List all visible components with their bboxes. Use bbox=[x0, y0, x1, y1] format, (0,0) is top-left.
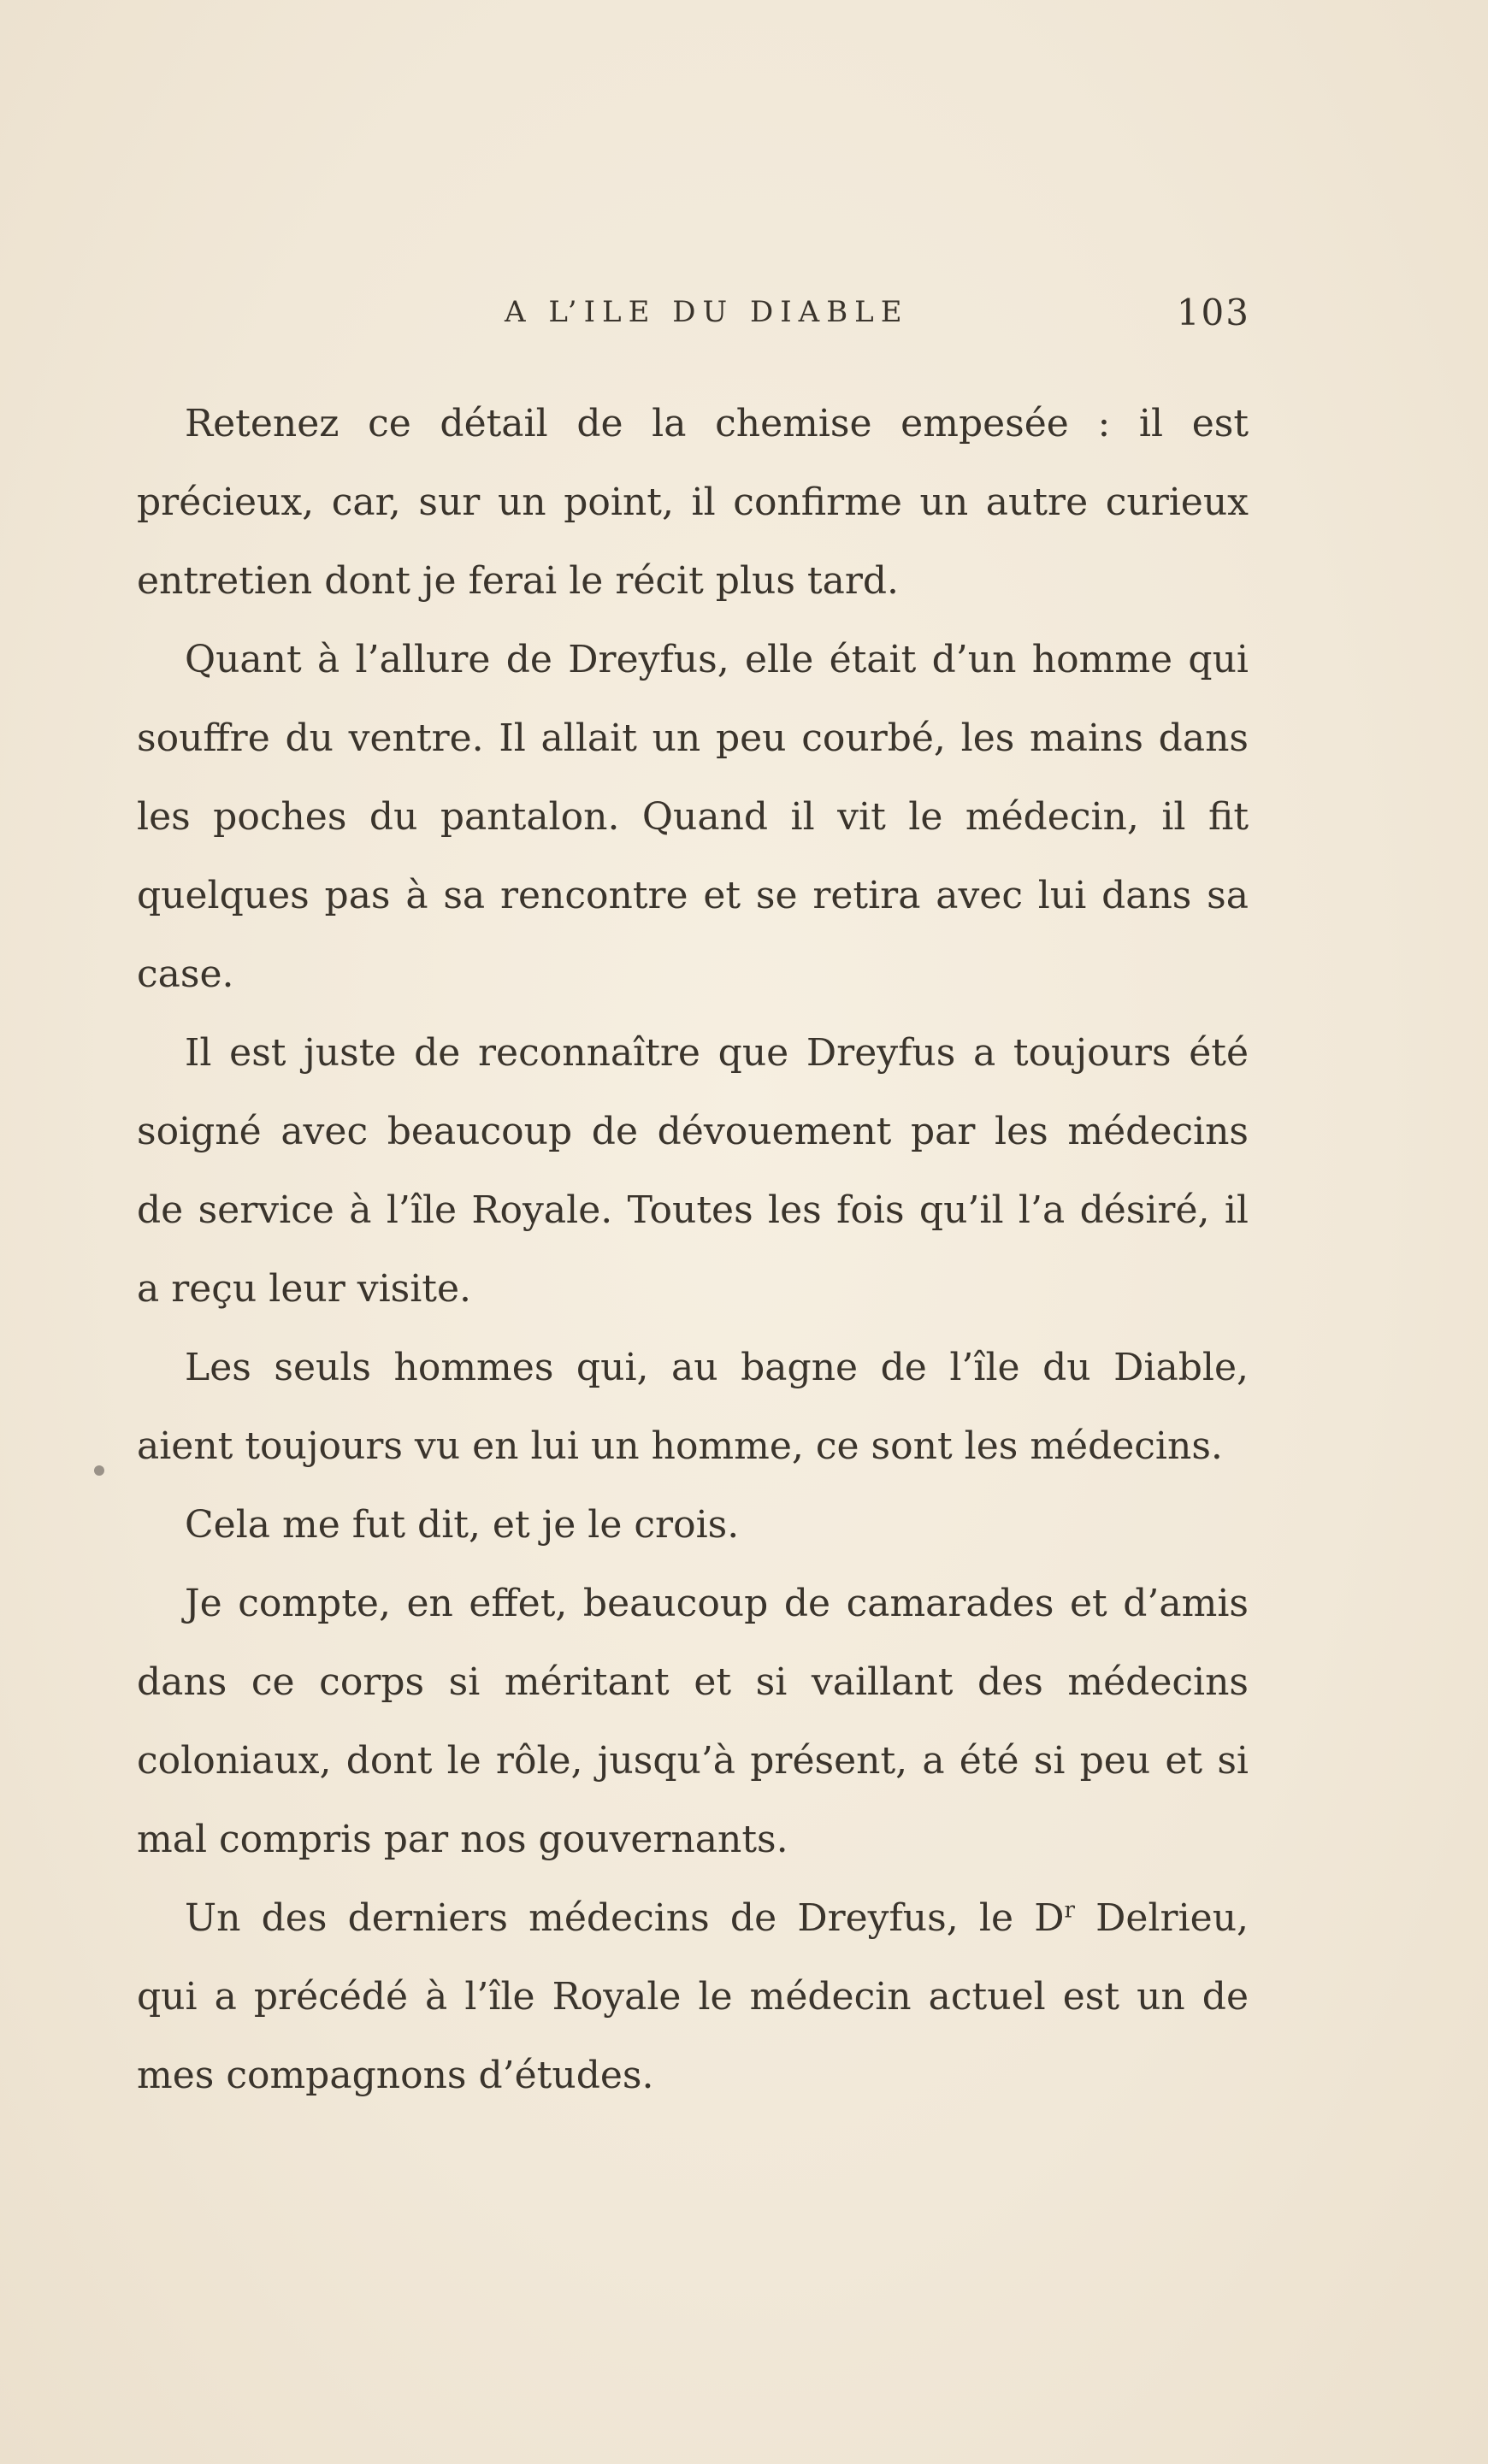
paragraph: Il est juste de reconnaître que Dreyfus a toujours été soigné avec beaucoup de dévouement par les médecins de service à l’île Royale. Toutes les fois qu’il l’a désiré, il a reçu leur visite. bbox=[137, 1031, 1249, 1311]
paragraph: Cela me fut dit, et je le crois. bbox=[185, 1503, 740, 1547]
paragraph-text: Delrieu, qui a précédé à l’île Royale le médecin actuel est un de mes compagnons d’études. bbox=[137, 1896, 1249, 2097]
body-text bbox=[137, 385, 1249, 2115]
paragraph-last bbox=[137, 1879, 1249, 2115]
paragraph: Je compte, en effet, beaucoup de camarades et d’amis dans ce corps si méritant et si vaillant des médecins coloniaux, dont le rôle, jusqu’à présent, a été si peu et si mal compris par nos gouvernants. bbox=[137, 1582, 1249, 1861]
paper-spot bbox=[94, 1465, 104, 1476]
page-header bbox=[137, 286, 1249, 338]
paragraph: Les seuls hommes qui, au bagne de l’île du Diable, aient toujours vu en lui un homme, ce sont les médecins. bbox=[137, 1346, 1249, 1468]
superscript: r bbox=[1064, 1897, 1075, 1924]
paragraph-text: Un des derniers médecins de Dreyfus, le D bbox=[185, 1896, 1065, 1940]
paragraph: Retenez ce détail de la chemise empesée : il est précieux, car, sur un point, il confirme un autre curieux entretien dont je ferai le récit plus tard. bbox=[137, 402, 1249, 603]
paragraph: Quant à l’allure de Dreyfus, elle était d’un homme qui souffre du ventre. Il allait un peu courbé, les mains dans les poches du pantalon. Quand il vit le médecin, il fit quelques pas à sa rencontre et se retira avec lui dans sa case. bbox=[137, 638, 1249, 996]
running-title: A L’ILE DU DIABLE bbox=[505, 295, 909, 329]
page-number: 103 bbox=[1176, 292, 1250, 333]
